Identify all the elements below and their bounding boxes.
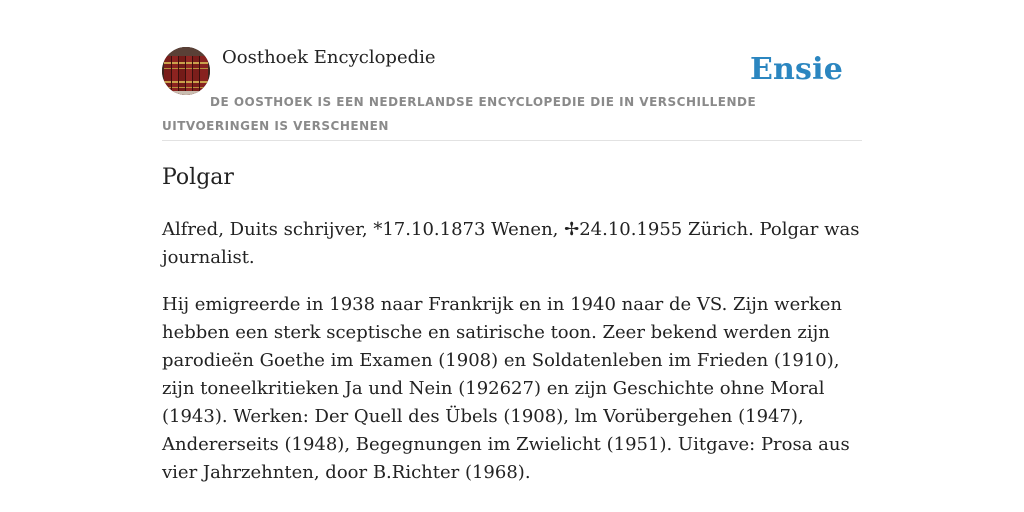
site-avatar[interactable]	[162, 47, 210, 95]
article-title: Polgar	[162, 165, 234, 190]
article	[162, 160, 862, 487]
site-header	[162, 46, 862, 141]
site-name[interactable]: Oosthoek Encyclopedie	[222, 47, 436, 68]
brand-logo[interactable]: Ensie	[749, 52, 843, 87]
encyclopedia-books-icon	[162, 47, 210, 95]
article-paragraph: Alfred, Duits schrijver, *17.10.1873 Wenen, ✢24.10.1955 Zürich. Polgar was journalist.	[162, 219, 860, 268]
article-paragraph: Hij emigreerde in 1938 naar Frankrijk en in 1940 naar de VS. Zijn werken hebben een sterk sceptische en satirische toon. Zeer bekend werden zijn parodieën Goethe im Examen (1908) en Soldatenleben im Frieden (1910), zijn toneelkritieken Ja und Nein (192627) en zijn Geschichte ohne Moral (1943). Werken: Der Quell des Übels (1908), lm Vorübergehen (1947), Andererseits (1948), Begegnungen im Zwielicht (1951). Uitgave: Prosa aus vier Jahrzehnten, door B.Richter (1968).	[162, 294, 850, 483]
site-tagline: DE OOSTHOEK IS EEN NEDERLANDSE ENCYCLOPEDIE DIE IN VERSCHILLENDE UITVOERINGEN IS VERSCHENEN	[162, 95, 757, 133]
